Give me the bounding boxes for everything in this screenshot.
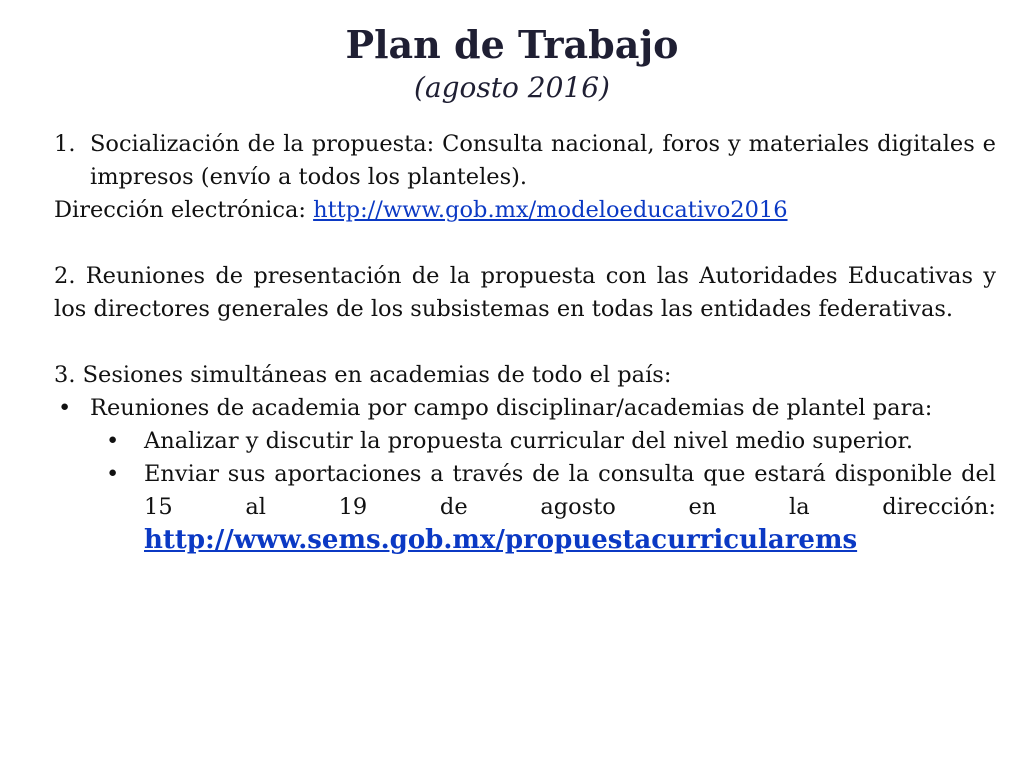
bullet-item xyxy=(54,392,996,425)
sub-bullet-item-2-text: Enviar sus aportaciones a través de la consulta que estará disponible del 15 al 19 de agosto en la dirección: xyxy=(144,461,996,520)
web-address-line xyxy=(54,194,996,227)
slide-title: Plan de Trabajo xyxy=(345,22,679,67)
list-item-3: 3. Sesiones simultáneas en academias de todo el país: xyxy=(54,362,672,388)
list-item-2: 2. Reuniones de presentación de la propuesta con las Autoridades Educativas y los directores generales de los subsistemas en todas las entidades federativas. xyxy=(54,263,996,322)
sub-bullet-icon: • xyxy=(106,428,120,454)
consulta-link[interactable]: http://www.sems.gob.mx/propuestacurricularems xyxy=(144,525,858,555)
list-item-1-text: Socialización de la propuesta: Consulta nacional, foros y materiales digitales e impresos (envío a todos los planteles). xyxy=(90,131,996,190)
list-item-1-number: 1. xyxy=(54,131,76,157)
bullet-icon: • xyxy=(58,395,72,421)
bullet-item-text: Reuniones de academia por campo disciplinar/academias de plantel para: xyxy=(90,395,933,421)
spacer xyxy=(54,227,996,260)
web-address-link[interactable]: http://www.gob.mx/modeloeducativo2016 xyxy=(313,197,788,223)
slide-subtitle: (agosto 2016) xyxy=(414,71,610,104)
web-address-label: Dirección electrónica: xyxy=(54,197,314,223)
sub-bullet-item-2 xyxy=(54,458,996,558)
slide-body xyxy=(54,128,996,558)
sub-bullet-item-1 xyxy=(54,425,996,458)
sub-bullet-icon: • xyxy=(106,461,120,487)
list-item-1 xyxy=(54,128,996,194)
spacer xyxy=(54,326,996,359)
sub-bullet-item-1-text: Analizar y discutir la propuesta curricular del nivel medio superior. xyxy=(144,428,913,454)
